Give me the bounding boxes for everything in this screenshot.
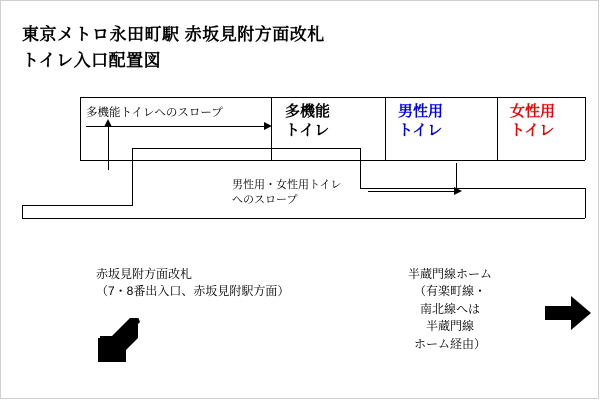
caption-left-line2: （7・8番出入口、赤坂見附駅方面） bbox=[96, 284, 290, 299]
room-label-mens-line1: 男性用 bbox=[398, 103, 444, 120]
slope-to-mens-womens-arrow-shaft bbox=[368, 191, 456, 192]
diagram-divider-multi-mens bbox=[385, 97, 386, 160]
slope-to-multipurpose-arrow-head bbox=[264, 122, 272, 130]
page-title-line1: 東京メトロ永田町駅 赤坂見附方面改札 bbox=[22, 25, 325, 44]
slope-up-arrow-head bbox=[104, 119, 112, 127]
caption-left-gate bbox=[96, 266, 289, 301]
diagram-line-slope-left bbox=[80, 97, 81, 160]
diagram-line-corridor-top-left bbox=[22, 205, 132, 206]
caption-right-line3: 南北線へは bbox=[420, 301, 481, 316]
room-label-multipurpose-line1: 多機能 bbox=[285, 103, 331, 120]
diagram-line-corridor-inner-right bbox=[360, 148, 361, 188]
room-label-mens-line2: トイレ bbox=[398, 121, 443, 139]
diagram-line-corridor-step bbox=[132, 148, 133, 206]
slope-to-mens-womens-line1: 男性用・女性用トイレ bbox=[232, 179, 342, 191]
caption-right-platform bbox=[408, 266, 492, 353]
diagram-divider-mens-womens bbox=[497, 97, 498, 160]
slope-to-multipurpose-arrow-shaft bbox=[86, 126, 266, 127]
diagram-line-corridor-mid bbox=[360, 188, 585, 189]
caption-right-line5: ホーム経由） bbox=[414, 336, 487, 351]
page-title-line2: トイレ入口配置図 bbox=[22, 51, 162, 70]
caption-right-line1: 半蔵門線ホーム bbox=[408, 267, 493, 281]
arrow-right-icon bbox=[545, 296, 593, 330]
room-label-womens-toilet bbox=[510, 103, 555, 141]
caption-right-line2: （有楽町線・ bbox=[414, 284, 487, 299]
caption-right-line4: 半蔵門線 bbox=[426, 319, 475, 334]
diagram-line-top bbox=[80, 97, 585, 98]
slope-to-mens-womens-label bbox=[232, 178, 341, 209]
diagram-line-corridor-right bbox=[585, 188, 586, 218]
caption-left-line1: 赤坂見附方面改札 bbox=[96, 267, 193, 281]
diagram-line-corridor-left bbox=[22, 205, 23, 219]
diagram-line-room-bottom bbox=[80, 160, 585, 161]
slope-to-mens-womens-arrow-riser bbox=[456, 163, 457, 191]
room-label-womens-line1: 女性用 bbox=[510, 103, 556, 120]
room-label-multipurpose-toilet bbox=[285, 103, 330, 141]
slope-to-multipurpose-label: 多機能トイレへのスロープ bbox=[86, 107, 223, 119]
room-label-multipurpose-line2: トイレ bbox=[285, 121, 330, 139]
room-label-mens-toilet bbox=[398, 103, 443, 141]
room-label-womens-line2: トイレ bbox=[510, 121, 555, 139]
diagram-line-right bbox=[585, 97, 586, 160]
slope-to-mens-womens-line2: へのスロープ bbox=[232, 194, 298, 207]
diagram-line-corridor-bottom bbox=[22, 218, 585, 219]
diagram-line-corridor-inner-top bbox=[132, 148, 360, 149]
arrow-down-left-icon bbox=[92, 318, 146, 368]
slope-up-arrow-shaft bbox=[108, 126, 109, 170]
